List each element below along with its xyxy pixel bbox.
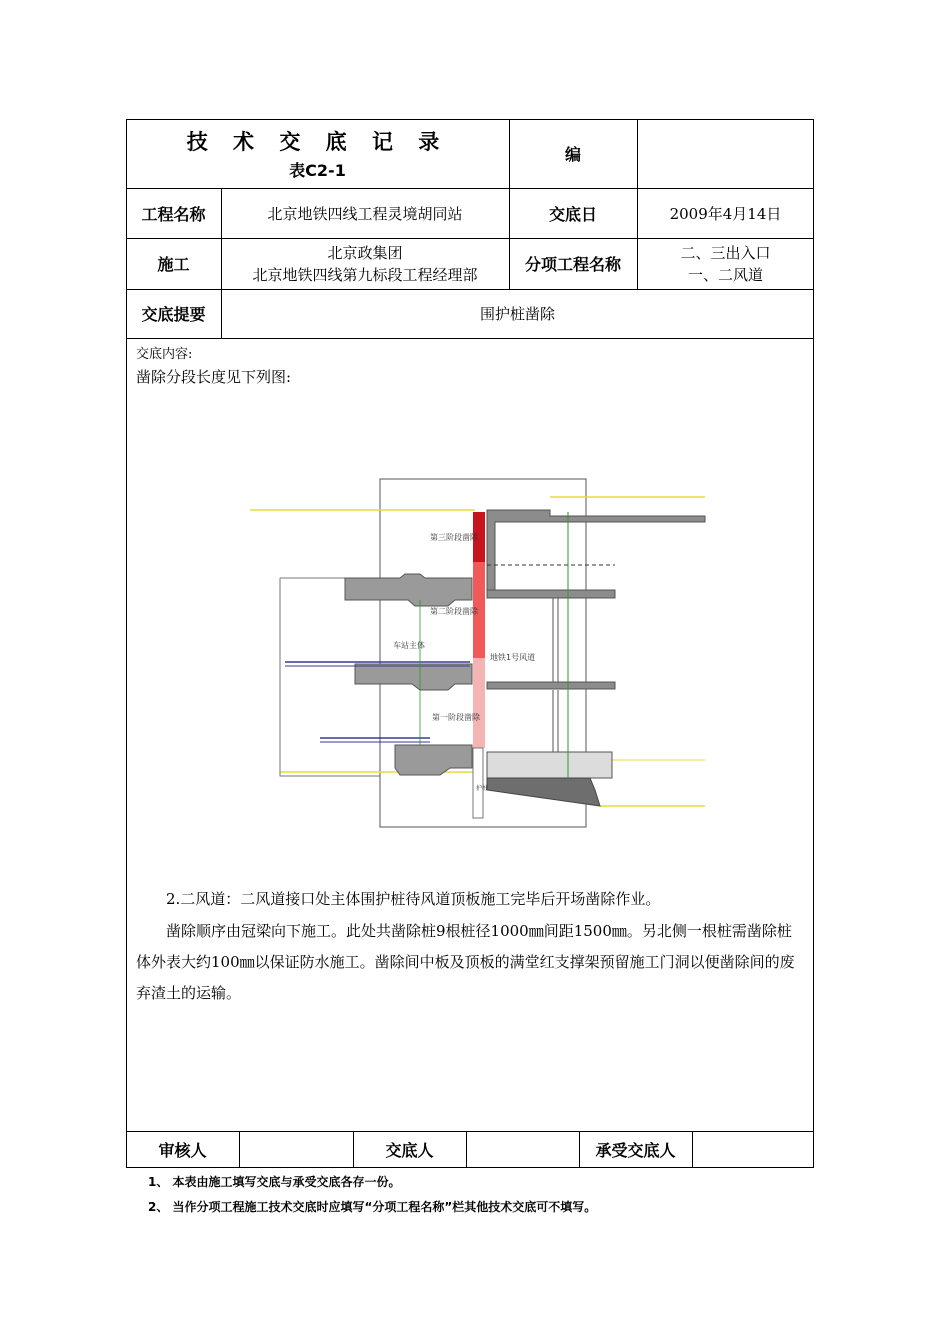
subproject-line-2: 一、二风道 <box>687 265 763 284</box>
label-stage2: 第二阶段凿除 <box>430 607 478 616</box>
note-1: 1、 本表由施工填写交底与承受交底各存一份。 <box>148 1175 401 1189</box>
label-stage1: 第一阶段凿除 <box>432 713 480 722</box>
section-drawing <box>245 472 715 832</box>
project-name-label: 工程名称 <box>141 204 206 224</box>
summary-label: 交底提要 <box>141 305 206 324</box>
bian-value[interactable] <box>637 119 814 188</box>
receiver-value[interactable] <box>692 1131 814 1168</box>
project-name-value[interactable]: 北京地铁四线工程灵境胡同站 <box>267 204 463 223</box>
construction-line-1: 北京政集团 <box>327 243 403 262</box>
subproject-name-label: 分项工程名称 <box>524 255 621 274</box>
summary-value[interactable]: 围护桩凿除 <box>479 305 555 323</box>
disclosure-date-value[interactable]: 2009年4月14日 <box>669 204 782 223</box>
content-label: 交底内容: <box>136 347 193 362</box>
label-air-duct: 地铁1号风道 <box>490 653 536 662</box>
label-station-body: 车站主体 <box>393 641 425 650</box>
disclosure-date-label: 交底日 <box>548 204 597 224</box>
reviewer-label: 审核人 <box>158 1141 207 1160</box>
discloser-label: 交底人 <box>385 1141 434 1160</box>
note-2: 2、 当作分项工程施工技术交底时应填写“分项工程名称”栏其他技术交底可不填写。 <box>148 1200 597 1214</box>
form-title: 技 术 交 底 记 录 <box>186 130 449 154</box>
content-intro: 凿除分段长度见下列图: <box>136 368 292 386</box>
label-stage3: 第三阶段凿除 <box>430 533 478 542</box>
duct-base-fill <box>487 752 612 778</box>
pile-stage-1 <box>473 658 485 748</box>
content-paragraph-1: 2.二风道：二风道接口处主体围护桩待风道顶板施工完毕后开场凿除作业。 <box>166 890 661 908</box>
discloser-value[interactable] <box>466 1131 579 1168</box>
duct-upper-slab <box>487 590 615 598</box>
construction-label: 施工 <box>157 255 190 274</box>
construction-value[interactable] <box>221 238 509 289</box>
duct-base-slab <box>487 778 600 806</box>
construction-line-2: 北京地铁四线第九标段工程经理部 <box>252 265 478 284</box>
station-mid-slab <box>355 664 472 690</box>
row-divider <box>126 338 814 339</box>
bian-label: 编 <box>564 145 581 164</box>
duct-middle-slab <box>487 682 615 689</box>
content-paragraph-2: 凿除顺序由冠梁向下施工。此处共凿除桩9根桩径1000㎜间距1500㎜。另北侧一根桩需凿除桩体外表大约100㎜以保证防水施工。凿除间中板及顶板的满堂红支撑架预留施工门洞以便凿除间的废弃渣土的运输。 <box>136 922 795 1002</box>
pile-lower <box>473 748 483 818</box>
station-top-slab <box>345 574 472 606</box>
duct-roof <box>487 510 705 590</box>
form-title-cell <box>126 119 509 188</box>
receiver-label: 承受交底人 <box>595 1141 676 1160</box>
reviewer-value[interactable] <box>239 1131 353 1168</box>
subproject-line-1: 二、三出入口 <box>680 243 771 262</box>
subproject-name-value[interactable] <box>637 238 814 289</box>
label-pile: 护桩 <box>476 785 489 792</box>
station-bottom-slab <box>395 745 472 775</box>
form-number: 表C2-1 <box>289 161 346 180</box>
